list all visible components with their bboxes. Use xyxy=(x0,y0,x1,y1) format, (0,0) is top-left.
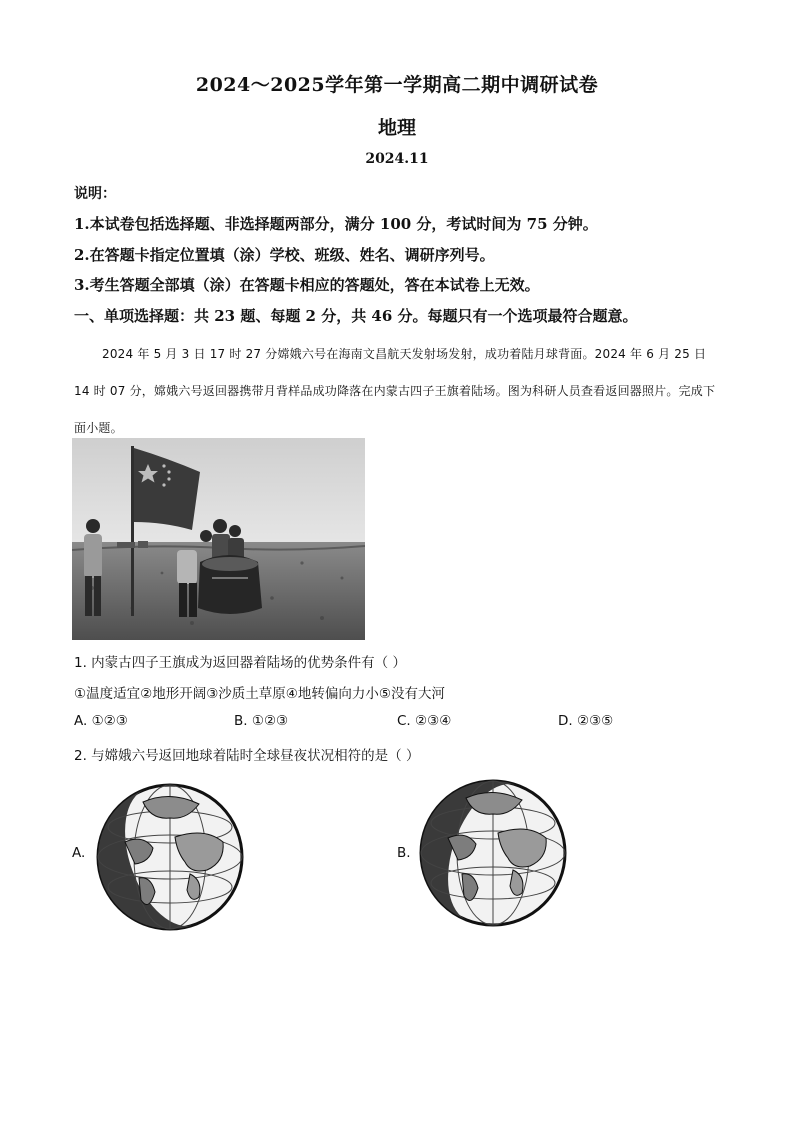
capsule-photo xyxy=(72,438,365,640)
question-1-option-a[interactable]: A. ①②③ xyxy=(74,713,128,729)
question-1-option-c[interactable]: C. ②③④ xyxy=(397,713,452,729)
question-1-statements: ①温度适宜②地形开阔③沙质土草原④地转偏向力小⑤没有大河 xyxy=(74,686,446,702)
question-1-stem: 1. 内蒙古四子王旗成为返回器着陆场的优势条件有（ ） xyxy=(74,655,406,671)
section-heading: 一、单项选择题：共 23 题、每题 2 分，共 46 分。每题只有一个选项最符合题意。 xyxy=(74,307,638,325)
globe-option-a[interactable] xyxy=(95,782,245,932)
globe-option-b[interactable] xyxy=(418,778,568,928)
question-2-stem: 2. 与嫦娥六号返回地球着陆时全球昼夜状况相符的是（ ） xyxy=(74,748,420,764)
instruction-item: 1.本试卷包括选择题、非选择题两部分，满分 100 分，考试时间为 75 分钟。 xyxy=(74,215,598,233)
reading-passage: 2024 年 5 月 3 日 17 时 27 分嫦娥六号在海南文昌航天发射场发射，成功着陆月球背面。2024 年 6 月 25 日 14 时 07 分，嫦娥六号返回器携带月背样品成功降落在内蒙古四子王旗着陆场。图为科研人员查看返回器照片。完成下面小题。 xyxy=(74,347,716,435)
instruction-item: 3.考生答题全部填（涂）在答题卡相应的答题处，答在本试卷上无效。 xyxy=(74,276,540,294)
instructions-label: 说明： xyxy=(74,186,116,202)
question-2-option-b-label[interactable]: B. xyxy=(397,845,411,861)
question-1-option-b[interactable]: B. ①②③ xyxy=(234,713,289,729)
flagpole xyxy=(131,446,134,616)
question-2-option-a-label[interactable]: A. xyxy=(72,845,86,861)
subject-title: 地理 xyxy=(377,117,416,139)
exam-date: 2024.11 xyxy=(365,151,429,167)
question-1-option-d[interactable]: D. ②③⑤ xyxy=(558,713,614,729)
instruction-item: 2.在答题卡指定位置填（涂）学校、班级、姓名、调研序列号。 xyxy=(74,246,495,264)
exam-title: 2024～2025学年第一学期高二期中调研试卷 xyxy=(195,74,599,96)
